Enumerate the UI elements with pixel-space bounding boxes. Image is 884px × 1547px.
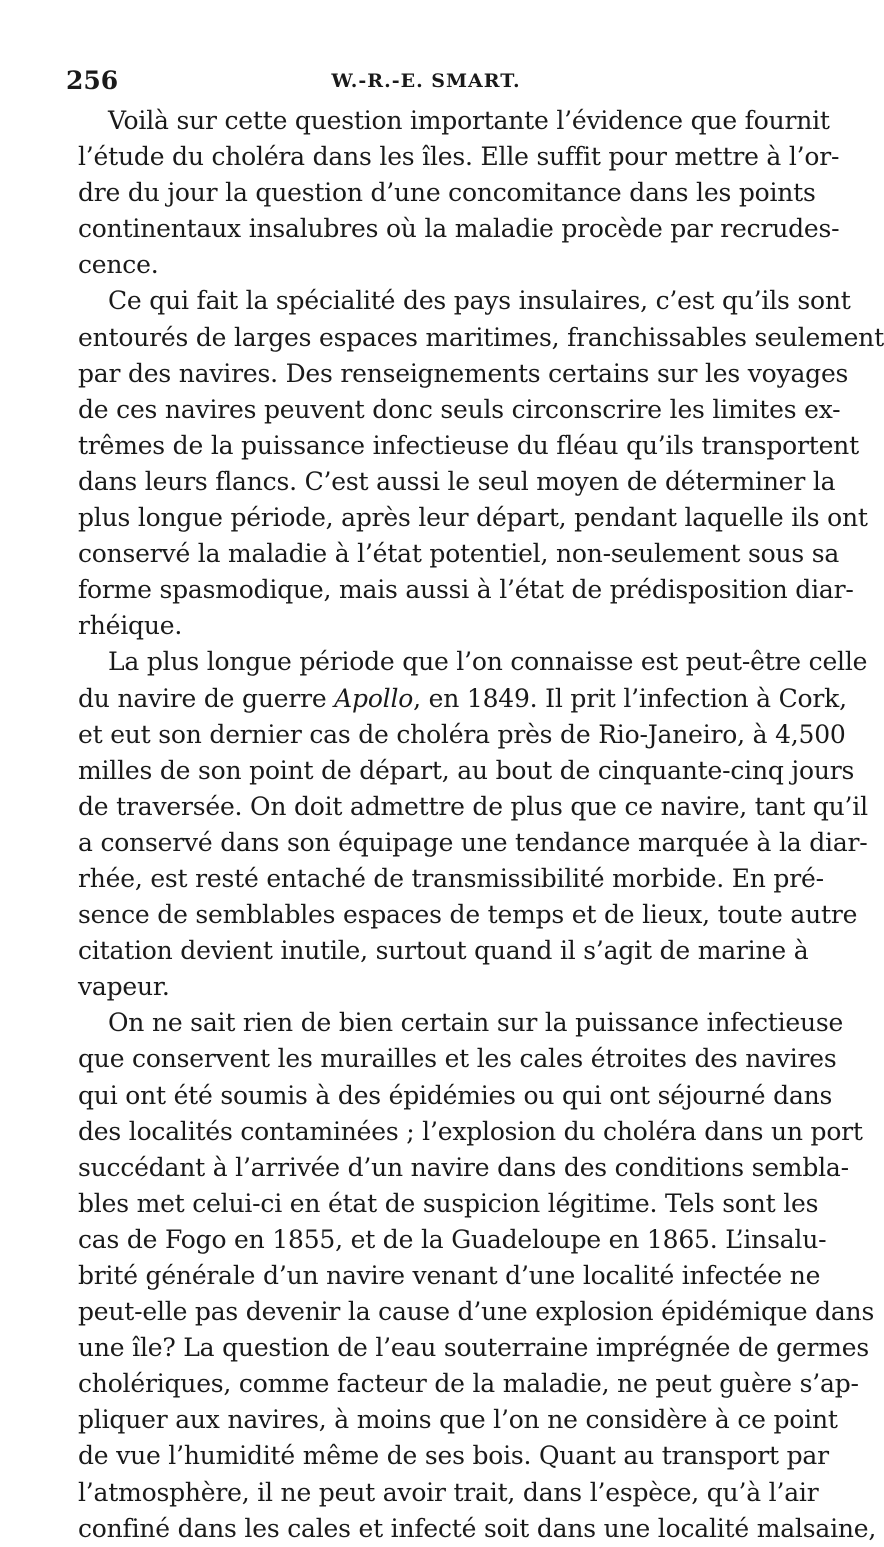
paragraph: [78, 283, 884, 644]
text-line: peut-elle pas devenir la cause d’une explosion épidémique dans: [78, 1297, 875, 1327]
text-line: bles met celui-ci en état de suspicion légitime. Tels sont les: [78, 1188, 819, 1218]
text-line: des localités contaminées ; l’explosion du choléra dans un port: [78, 1116, 863, 1146]
text-line: que conservent les murailles et les cales étroites des navires: [78, 1044, 837, 1074]
text-line: l’étude du choléra dans les îles. Elle suffit pour mettre à l’or-: [78, 142, 840, 172]
paragraph: [78, 103, 840, 283]
page-number: 256: [66, 66, 119, 95]
text-line: continentaux insalubres où la maladie procède par recrudes-: [78, 214, 840, 244]
text-line: On ne sait rien de bien certain sur la puissance infectieuse: [108, 1008, 844, 1038]
text-line: pliquer aux navires, à moins que l’on ne considère à ce point: [78, 1405, 838, 1435]
text-line: de vue l’humidité même de ses bois. Quant au transport par: [78, 1441, 829, 1471]
text-line: conservé la maladie à l’état potentiel, non-seulement sous sa: [78, 539, 840, 569]
text-line: et eut son dernier cas de choléra près de Rio-Janeiro, à 4,500: [78, 719, 846, 749]
text-line: forme spasmodique, mais aussi à l’état de prédisposition diar-: [78, 575, 854, 605]
text-line: du navire de guerre Apollo, en 1849. Il prit l’infection à Cork,: [78, 683, 847, 713]
text-line: par des navires. Des renseignements certains sur les voyages: [78, 358, 849, 388]
text-line: confiné dans les cales et infecté soit dans une localité malsaine,: [78, 1513, 877, 1543]
text-line: milles de son point de départ, au bout de cinquante-cinq jours: [78, 755, 855, 785]
text-line: citation devient inutile, surtout quand il s’agit de marine à: [78, 936, 809, 966]
text-line: de ces navires peuvent donc seuls circonscrire les limites ex-: [78, 394, 841, 424]
text-line: trêmes de la puissance infectieuse du fléau qu’ils transportent: [78, 430, 859, 460]
text-line: Ce qui fait la spécialité des pays insulaires, c’est qu’ils sont: [108, 286, 851, 316]
body-text: [78, 103, 884, 1547]
paragraph: [78, 644, 868, 1005]
text-line: La plus longue période que l’on connaisse est peut-être celle: [108, 647, 868, 677]
text-line: entourés de larges espaces maritimes, franchissables seulement: [78, 322, 884, 352]
text-line: brité générale d’un navire venant d’une localité infectée ne: [78, 1261, 821, 1290]
text-line: rhéique.: [78, 611, 183, 641]
page-header: [66, 66, 786, 100]
text-line: succédant à l’arrivée d’un navire dans des conditions sembla-: [78, 1152, 849, 1182]
text-line: Voilà sur cette question importante l’évidence que fournit: [108, 106, 830, 135]
text-line: dans leurs flancs. C’est aussi le seul moyen de déterminer la: [78, 466, 836, 496]
text-line: l’atmosphère, il ne peut avoir trait, dans l’espèce, qu’à l’air: [78, 1477, 819, 1507]
text-line: sence de semblables espaces de temps et de lieux, toute autre: [78, 900, 858, 930]
text-line: de traversée. On doit admettre de plus que ce navire, tant qu’il: [78, 791, 868, 821]
text-line: cholériques, comme facteur de la maladie, ne peut guère s’ap-: [78, 1369, 859, 1399]
text-line: plus longue période, après leur départ, pendant laquelle ils ont: [78, 503, 868, 533]
text-line: a conservé dans son équipage une tendance marquée à la diar-: [78, 827, 868, 857]
text-line: une île? La question de l’eau souterraine imprégnée de germes: [78, 1333, 870, 1363]
text-line: qui ont été soumis à des épidémies ou qui ont séjourné dans: [78, 1080, 833, 1110]
text-line: cas de Fogo en 1855, et de la Guadeloupe en 1865. L’insalu-: [78, 1224, 827, 1254]
text-line: vapeur.: [78, 972, 170, 1002]
running-head: W.-R.-E. SMART.: [331, 70, 521, 92]
text-line: rhée, est resté entaché de transmissibilité morbide. En pré-: [78, 863, 824, 893]
text-line: dre du jour la question d’une concomitance dans les points: [78, 178, 816, 208]
paragraph: [78, 1005, 877, 1546]
text-line: cence.: [78, 250, 159, 280]
